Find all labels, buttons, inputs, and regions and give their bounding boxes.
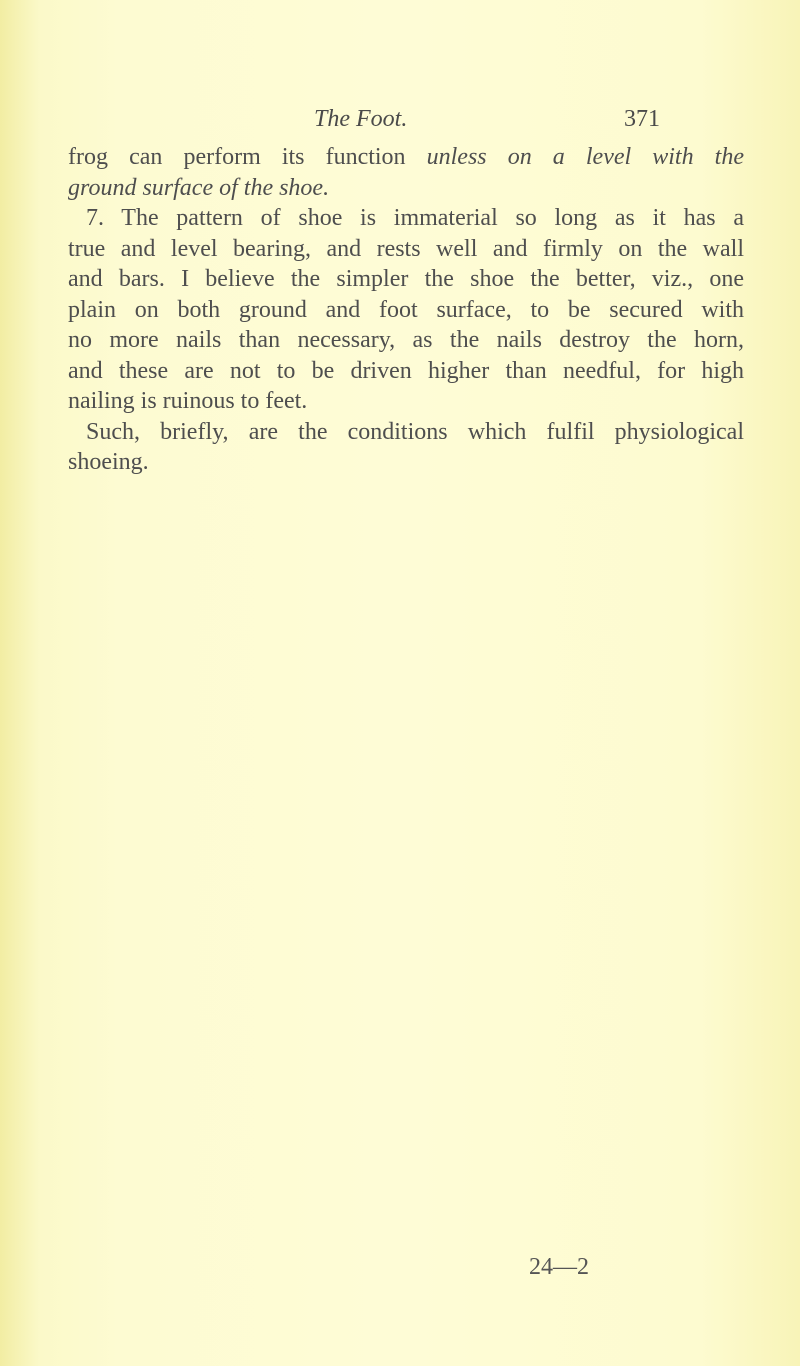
signature-mark: 24—2 xyxy=(529,1254,589,1280)
text-line: true and level bearing, and rests well and firmly on the wall xyxy=(68,235,744,262)
text-run: frog can perform its function xyxy=(68,144,427,170)
body-text xyxy=(68,142,744,478)
text-line: nailing is ruinous to feet. xyxy=(68,388,308,414)
text-line xyxy=(68,142,744,173)
text-line: plain on both ground and foot surface, to be secured with xyxy=(68,296,744,323)
text-line: Such, briefly, are the conditions which fulfil physiological xyxy=(86,418,744,445)
text-line: and these are not to be driven higher than needful, for high xyxy=(68,357,744,384)
running-title: The Foot. xyxy=(314,106,408,132)
text-line: 7. The pattern of shoe is immaterial so long as it has a xyxy=(86,205,744,231)
text-line: no more nails than necessary, as the nails destroy the horn, xyxy=(68,327,744,353)
text-line: and bars. I believe the simpler the shoe the better, viz., one xyxy=(68,266,744,292)
text-line: ground surface of the shoe. xyxy=(68,174,330,201)
text-line: shoeing. xyxy=(68,449,149,475)
italic-text-run: unless on a level with the xyxy=(426,144,744,170)
page-number: 371 xyxy=(624,106,660,132)
